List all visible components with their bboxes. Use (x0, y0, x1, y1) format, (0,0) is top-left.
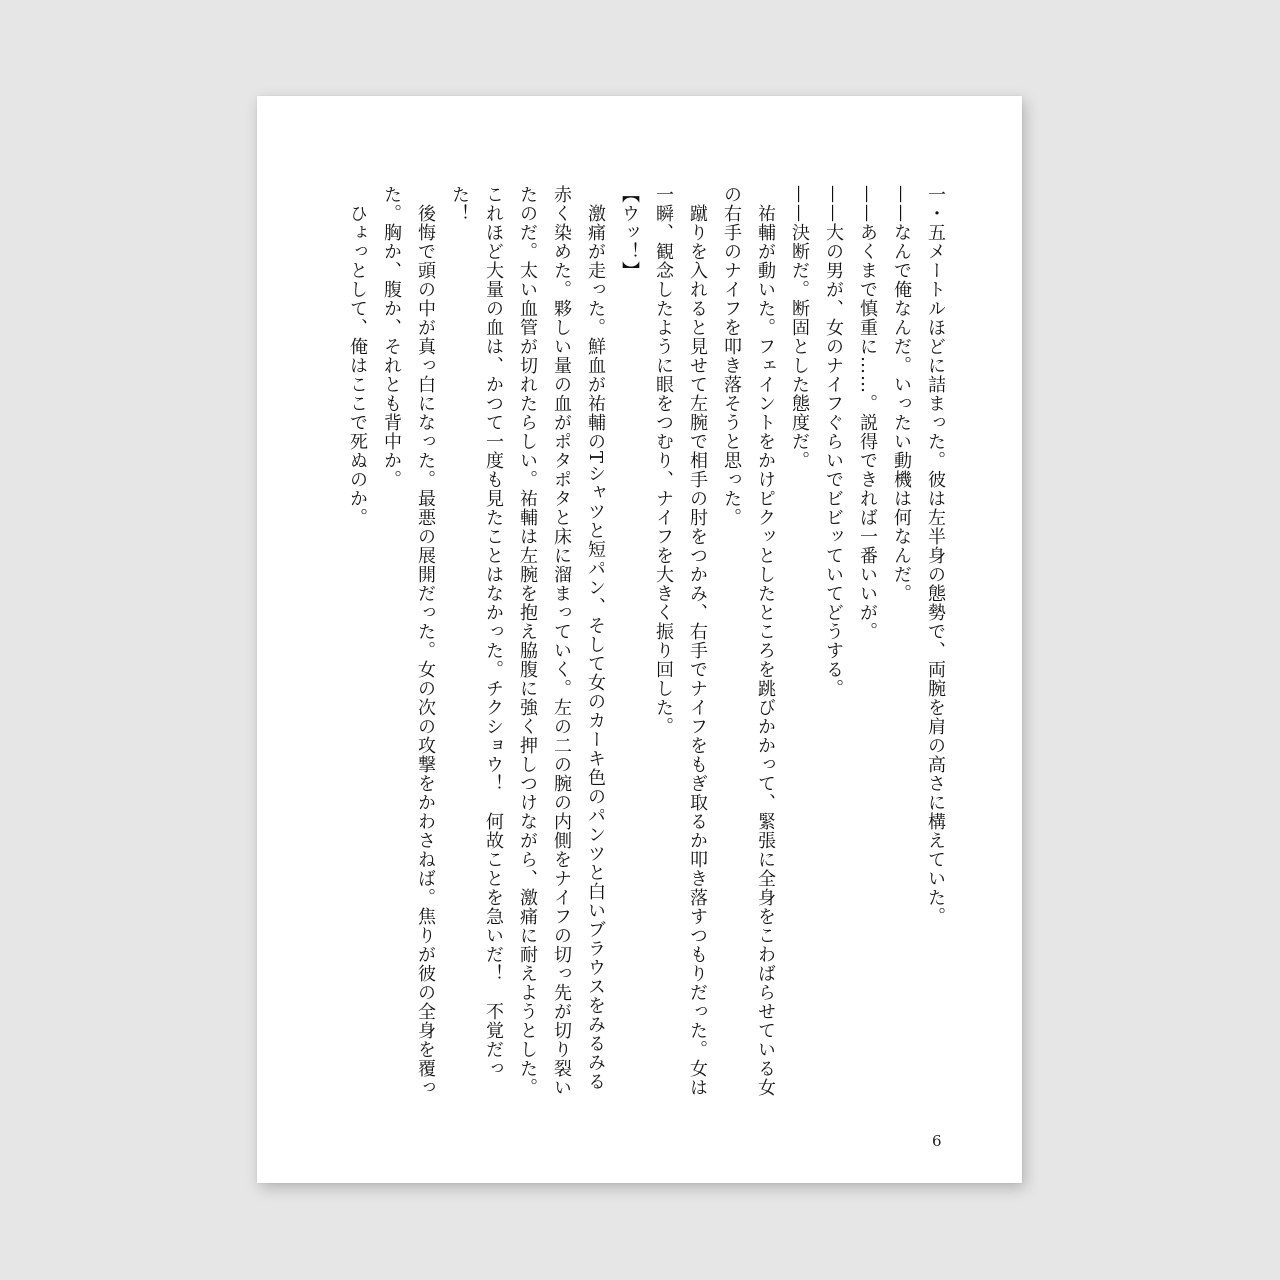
text-line: 祐輔が動いた。フェイントをかけピクッとしたところを跳びかかって、緊張に全身をこわばらせている女 (755, 204, 776, 1097)
text-line: これほど大量の血は、かつて一度も見たことはなかった。チクショウ！ 何故ことを急いだ！ 不覚だっ (483, 185, 504, 1078)
text-line: たのだ。太い血管が切れたらしい。祐輔は左腕を抱え脇腹に強く押しつけながら、激痛に耐えようとした。 (517, 185, 538, 1097)
text-line: 一瞬、観念したように眼をつむり、ナイフを大きく振り回した。 (653, 185, 674, 736)
body-text (340, 185, 952, 1110)
text-line: 後悔で頭の中が真っ白になった。最悪の展開だった。女の次の攻撃をかわさねば。焦りが彼の全身を覆っ (415, 204, 436, 1097)
text-line: 激痛が走った。鮮血が祐輔のTシャツと短パン、そして女のカーキ色のパンツと白いブラウスをみるみる (585, 204, 606, 1092)
book-page (257, 96, 1022, 1183)
text-line: の右手のナイフを叩き落そうと思った。 (721, 185, 742, 527)
text-line: ——決断だ。断固とした態度だ。 (789, 185, 810, 470)
text-line: ——大の男が、女のナイフぐらいでビビッていてどうする。 (823, 185, 844, 698)
text-line: 蹴りを入れると見せて左腕で相手の肘をつかみ、右手でナイフをもぎ取るか叩き落すつもりだった。女は (687, 204, 708, 1097)
text-line: ——なんで俺なんだ。いったい動機は何なんだ。 (891, 185, 912, 603)
text-line: ひょっとして、俺はここで死ぬのか。 (347, 204, 368, 527)
text-line: 【ウッ！】 (619, 185, 640, 280)
text-line: 赤く染めた。夥しい量の血がポタポタと床に溜まっていく。左の二の腕の内側をナイフの切っ先が切り裂い (551, 185, 572, 1097)
text-line: ——あくまで慎重に……。説得できれば一番いいが。 (857, 185, 878, 641)
text-line: 一・五メートルほどに詰まった。彼は左半身の態勢で、両腕を肩の高さに構えていた。 (925, 185, 946, 926)
text-line: た。胸か、腹か、それとも背中か。 (381, 185, 402, 489)
text-line: た！ (449, 185, 470, 223)
page-number: 6 (932, 1132, 942, 1150)
